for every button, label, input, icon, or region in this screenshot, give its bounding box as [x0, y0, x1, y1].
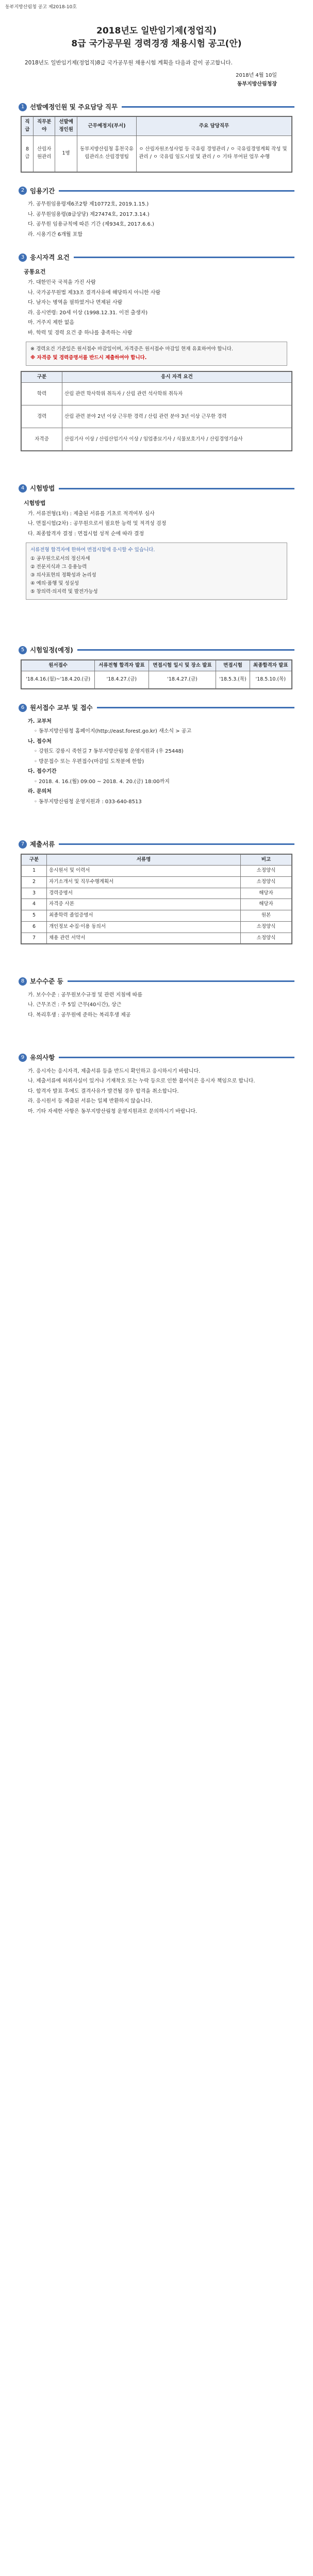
- eval-item: ③ 의사표현의 정확성과 논리성: [30, 572, 96, 578]
- table-header: 응시 자격 요건: [62, 371, 292, 383]
- list-item: 가. 보수수준 : 공무원보수규정 및 관련 지침에 따름: [28, 992, 142, 998]
- table-header: 비고: [241, 854, 292, 866]
- table-cell: 4: [22, 899, 47, 910]
- section-rule: [59, 1057, 294, 1058]
- section-title: 유의사항: [30, 1054, 55, 1062]
- table-cell: 산림자원관리: [34, 135, 55, 172]
- notice-number: 동부지방산림청 공고 제2018-10호: [5, 5, 77, 10]
- section-rule: [59, 843, 294, 845]
- section-3-header: [19, 252, 294, 262]
- section-6-header: [19, 703, 294, 713]
- table-header: 서류전형 합격자 발표: [95, 660, 149, 671]
- table-cell: 경력증명서: [47, 888, 241, 899]
- subsection-title: 공통요건: [24, 268, 46, 276]
- section-number: 6: [19, 704, 27, 712]
- list-item: ◦ 동부지방산림청 운영지원과 : 033-640-8513: [34, 799, 142, 805]
- section-number: 7: [19, 840, 27, 849]
- section-number: 4: [19, 484, 27, 493]
- section-rule: [59, 488, 294, 489]
- issuing-org: 동부지방산림청장: [237, 81, 277, 87]
- table-cell: '18.4.16.(월)~'18.4.20.(금): [22, 671, 95, 689]
- section-rule: [97, 707, 294, 708]
- section-number: 8: [19, 977, 27, 986]
- table-cell: 채용 관련 서약서: [47, 933, 241, 944]
- table-cell: '18.4.27.(금): [149, 671, 216, 689]
- table-cell: 8급: [22, 135, 34, 172]
- table-cell: 산림 관련 학사학위 취득자 / 산림 관련 석사학위 취득자: [62, 383, 292, 405]
- table-header: 구분: [22, 854, 47, 866]
- table-header: 주요 담당직무: [137, 117, 292, 135]
- table-cell: '18.5.3.(목): [216, 671, 250, 689]
- table-cell: 해당자: [241, 888, 292, 899]
- table-cell: 해당자: [241, 899, 292, 910]
- eval-item: ① 공무원으로서의 정신자세: [30, 555, 90, 562]
- issue-info: [0, 71, 277, 89]
- list-item: 나. 면접시험(2차) : 공무원으로서 필요한 능력 및 적격성 검정: [28, 521, 167, 527]
- table-cell: 원본: [241, 910, 292, 922]
- table-header: 구분: [22, 371, 62, 383]
- table-cell: 학력: [22, 383, 62, 405]
- title-line-2: 8급 국가공무원 경력경쟁 채용시험 공고(안): [71, 39, 242, 49]
- section-rule: [68, 980, 294, 982]
- table-cell: 개인정보 수집·이용 동의서: [47, 921, 241, 933]
- section-rule: [122, 106, 294, 108]
- table-cell: 6: [22, 921, 47, 933]
- section-5-header: [19, 645, 294, 655]
- table-cell: 소정양식: [241, 866, 292, 877]
- section-number: 2: [19, 187, 27, 195]
- table-header: 면접시험: [216, 660, 250, 671]
- list-item: 나. 공무원임용령(8급상당) 제27474호, 2017.3.14.): [28, 211, 150, 217]
- list-item: 바. 학력 및 경력 요건 중 하나를 충족하는 사람: [28, 330, 133, 336]
- section-rule: [59, 190, 294, 192]
- table-header: 면접시험 일시 및 장소 발표: [149, 660, 216, 671]
- section-9-header: [19, 1053, 294, 1062]
- list-item: 다. 남자는 병역을 필하였거나 면제된 사람: [28, 300, 123, 306]
- table-cell: 2: [22, 876, 47, 888]
- section-number: 5: [19, 646, 27, 654]
- list-item: 가. 공무원임용령제6조2항 제10772호, 2019.1.15.): [28, 201, 149, 208]
- list-item: 다. 합격자 발표 후에도 결격사유가 발견될 경우 합격을 취소합니다.: [28, 1088, 179, 1094]
- issue-date: 2018년 4월 10일: [236, 72, 277, 78]
- title-line-1: 2018년도 일반임기제(정업직): [96, 25, 217, 36]
- list-item: 나. 근무조건 : 주 5일 근무(40시간), 상근: [28, 1002, 122, 1008]
- section-title: 보수수준 등: [30, 977, 63, 986]
- section-title: 선발예정인원 및 주요담당 직무: [30, 103, 118, 111]
- eval-item: ④ 예의·품행 및 성실성: [30, 580, 79, 586]
- section-rule: [77, 649, 294, 651]
- list-item: 다. 공무원 임용규칙에 따른 기간 (제934호, 2017.6.6.): [28, 222, 154, 228]
- table-cell: '18.5.10.(목): [250, 671, 291, 689]
- section-number: 1: [19, 103, 27, 111]
- table-cell: 자격증 사본: [47, 899, 241, 910]
- table-header: 직급: [22, 117, 34, 135]
- list-item: 다. 복리후생 : 공무원에 준하는 복리후생 제공: [28, 1012, 131, 1018]
- list-item: ◦ 강원도 강릉시 죽헌길 7 동부지방산림청 운영지원과 (우 25448): [34, 749, 184, 755]
- section-8-header: [19, 976, 294, 986]
- list-item: 마. 거주지 제한 없음: [28, 320, 74, 326]
- intro-text: 2018년도 일반임기제(정업직)8급 국가공무원 채용시험 계획을 다음과 같이 공고합니다.: [25, 59, 233, 66]
- table-cell: 동부지방산림청 홍천국유림관리소 산림경영팀: [77, 135, 137, 172]
- list-item: ◦ 2018. 4. 16.(월) 09:00 ~ 2018. 4. 20.(금) 18:00까지: [34, 778, 170, 785]
- table-cell: ㅇ 산림자원조성사업 등 국유림 경영관리 / ㅇ 국유림경영계획 작성 및 관리 / ㅇ 국유림 임도시설 및 관리 / ㅇ 기타 부여된 업무 수행: [137, 135, 292, 172]
- table-cell: 산림 관련 분야 2년 이상 근무한 경력 / 산림 관련 분야 3년 이상 근무한 경력: [62, 405, 292, 428]
- section-7-header: [19, 839, 294, 849]
- table-cell: 자격증: [22, 428, 62, 451]
- table-cell: 1: [22, 866, 47, 877]
- table-cell: 소정양식: [241, 876, 292, 888]
- section-title: 응시자격 요건: [30, 253, 70, 262]
- list-item: 가. 응시자는 응시자격, 제출서류 등을 반드시 확인하고 응시하시기 바랍니다.: [28, 1068, 201, 1074]
- table-cell: 소정양식: [241, 933, 292, 944]
- schedule-table: [21, 659, 292, 690]
- list-item: 라. 응시원서 등 제출된 서류는 일체 반환하지 않습니다.: [28, 1098, 153, 1105]
- section-title: 임용기간: [30, 187, 55, 195]
- table-cell: 응시원서 및 이력서: [47, 866, 241, 877]
- list-item: 라. 문의처: [28, 789, 52, 795]
- table-cell: 5: [22, 910, 47, 922]
- list-item: 다. 최종합격자 결정 : 면접시험 성적 순에 따라 결정: [28, 531, 144, 537]
- positions-table: [21, 116, 292, 172]
- list-item: 라. 응시연령: 20세 이상 (1998.12.31. 이전 출생자): [28, 310, 148, 316]
- warning-text: ※ 자격증 및 경력증명서를 반드시 제출하여야 합니다.: [30, 354, 147, 361]
- eval-item: ⑤ 창의력·의지력 및 발전가능성: [30, 589, 98, 595]
- table-header: 서류명: [47, 854, 241, 866]
- section-4-header: [19, 483, 294, 493]
- table-cell: 7: [22, 933, 47, 944]
- table-cell: 소정양식: [241, 921, 292, 933]
- note-box: [26, 342, 287, 365]
- section-title: 원서접수 교부 및 접수: [30, 704, 93, 712]
- section-title: 시험방법: [30, 484, 55, 493]
- table-header: 선발예정인원: [55, 117, 77, 135]
- subsection-title: 시험방법: [24, 499, 46, 506]
- table-cell: 1명: [55, 135, 77, 172]
- table-cell: 자기소개서 및 직무수행계획서: [47, 876, 241, 888]
- table-cell: 3: [22, 888, 47, 899]
- list-item: 마. 기타 자세한 사항은 동부지방산림청 운영지원과로 문의하시기 바랍니다.: [28, 1108, 197, 1114]
- table-cell: '18.4.27.(금): [95, 671, 149, 689]
- table-header: 최종합격자 발표: [250, 660, 291, 671]
- list-item: 나. 제출서류에 허위사실이 있거나 기재착오 또는 누락 등으로 인한 불이익은 응시자 책임으로 합니다.: [28, 1078, 255, 1084]
- list-item: 가. 서류전형(1차) : 제출된 서류를 기초로 적격여부 심사: [28, 511, 155, 517]
- list-item: 나. 국가공무원법 제33조 결격사유에 해당하지 아니한 사람: [28, 290, 161, 296]
- table-cell: 최종학력 졸업증명서: [47, 910, 241, 922]
- table-cell: 경력: [22, 405, 62, 428]
- requirements-table: [21, 371, 292, 452]
- section-title: 시험일정(예정): [30, 646, 73, 654]
- list-item: 가. 대한민국 국적을 가진 사람: [28, 280, 96, 286]
- note-text: 서류전형 합격자에 한하여 면접시험에 응시할 수 있습니다.: [30, 547, 155, 553]
- table-cell: 산림기사 이상 / 산림산업기사 이상 / 임업종묘기사 / 식물보호기사 / 산림경영기술사: [62, 428, 292, 451]
- table-header: 원서접수: [22, 660, 95, 671]
- note-box: [26, 543, 287, 600]
- list-item: 가. 교부처: [28, 718, 52, 724]
- documents-table: [21, 854, 292, 945]
- table-header: 직무분야: [34, 117, 55, 135]
- section-number: 9: [19, 1054, 27, 1062]
- eval-item: ② 전문지식과 그 응용능력: [30, 564, 87, 570]
- section-rule: [74, 257, 294, 258]
- section-2-header: [19, 186, 294, 196]
- list-item: ◦ 방문접수 또는 우편접수(마감일 도착분에 한함): [34, 758, 144, 765]
- list-item: ◦ 동부지방산림청 홈페이지(http://east.forest.go.kr) 새소식 > 공고: [34, 728, 192, 735]
- section-number: 3: [19, 253, 27, 262]
- page-title: [0, 25, 313, 51]
- section-1-header: [19, 102, 294, 112]
- list-item: 라. 시용기간 6개월 포함: [28, 231, 83, 238]
- list-item: 다. 접수기간: [28, 769, 57, 775]
- note-text: ※ 경력요건 기준일은 원서접수 마감일이며, 자격증은 원서접수 마감일 현재 유효하여야 합니다.: [30, 346, 233, 352]
- section-title: 제출서류: [30, 840, 55, 849]
- table-header: 근무예정지(부서): [77, 117, 137, 135]
- list-item: 나. 접수처: [28, 738, 52, 744]
